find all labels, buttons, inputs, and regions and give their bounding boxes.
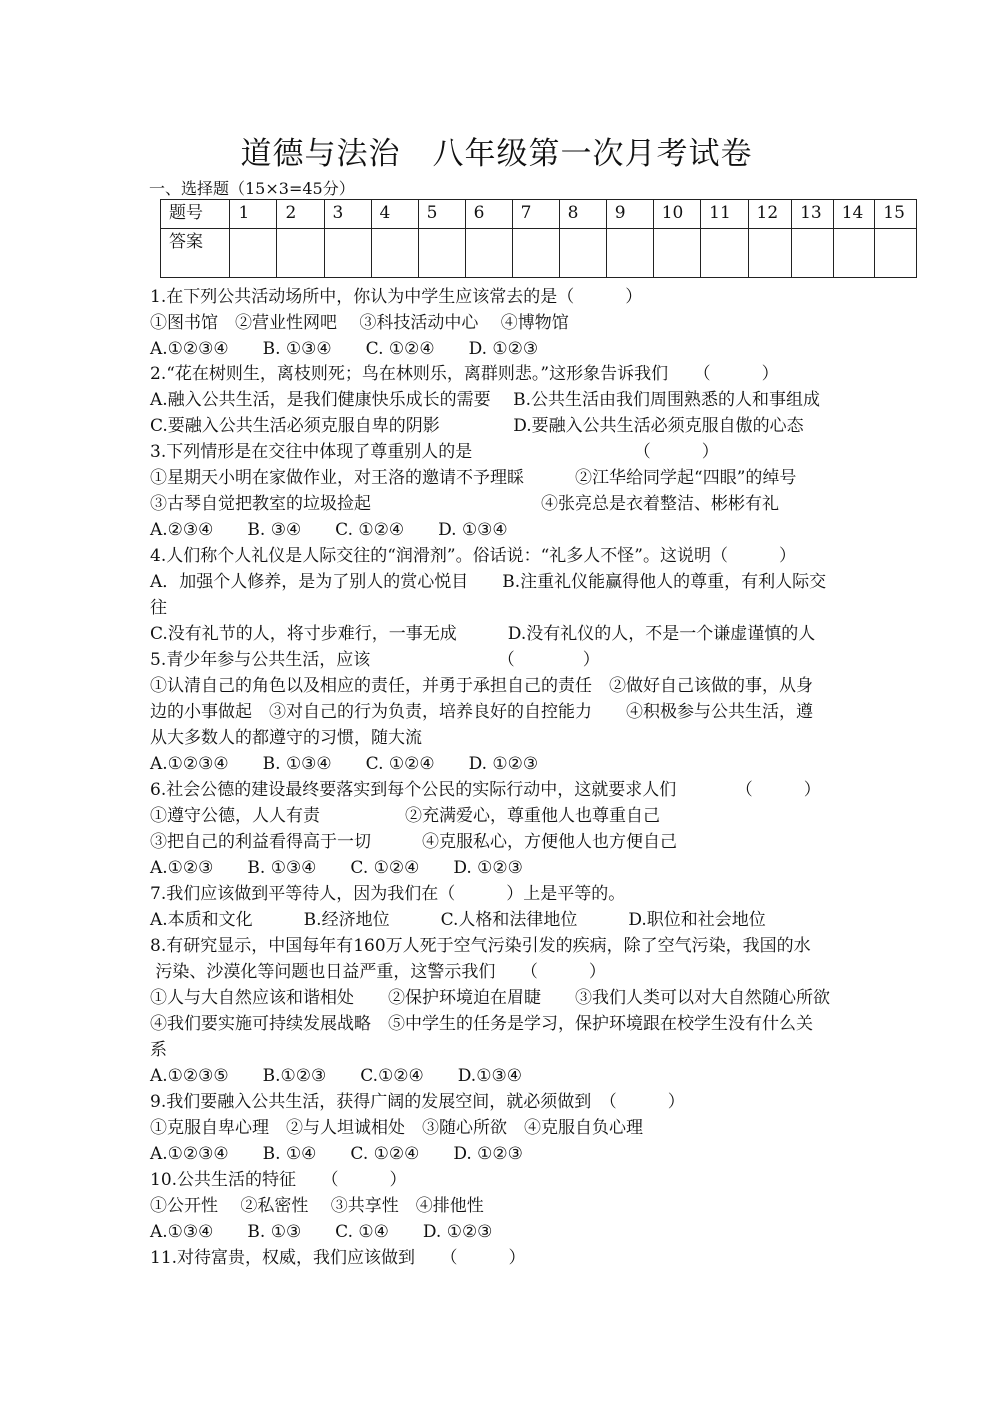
- choice-line-continued: 往: [150, 598, 167, 618]
- option-line: ①克服自卑心理 ②与人坦诚相处 ③随心所欲 ④克服自负心理: [150, 1118, 643, 1138]
- answer-cell[interactable]: [230, 229, 277, 278]
- question-number-cell: 1: [230, 200, 277, 229]
- option-line: ①人与大自然应该和谐相处 ②保护环境迫在眉睫 ③我们人类可以对大自然随心所欲: [150, 988, 830, 1008]
- table-row-numbers: [161, 200, 917, 229]
- answer-cell[interactable]: [465, 229, 512, 278]
- question-number-cell: 12: [748, 200, 792, 229]
- answer-cell[interactable]: [792, 229, 834, 278]
- question-number-cell: 5: [418, 200, 465, 229]
- option-line-continued: 系: [150, 1040, 167, 1060]
- option-line: ③把自己的利益看得高于一切 ④克服私心，方便他人也方便自己: [150, 832, 677, 852]
- answer-cell[interactable]: [701, 229, 748, 278]
- question-number-cell: 14: [833, 200, 875, 229]
- option-line: ①公开性 ②私密性 ③共享性 ④排他性: [150, 1196, 484, 1216]
- question-number-cell: 13: [792, 200, 834, 229]
- answer-cell[interactable]: [833, 229, 875, 278]
- choice-line: A.①②③④ B. ①④ C. ①②④ D. ①②③: [150, 1144, 523, 1164]
- choice-line: A．加强个人修养，是为了别人的赏心悦目 B.注重礼仪能赢得他人的尊重，有利人际交: [150, 572, 827, 592]
- row-label-number: 题号: [161, 200, 230, 229]
- answer-cell[interactable]: [324, 229, 371, 278]
- question-number-cell: 4: [371, 200, 418, 229]
- question-line: 6.社会公德的建设最终要落实到每个公民的实际行动中，这就要求人们 （ ）: [150, 780, 821, 800]
- choice-line: C.要融入公共生活必须克服自卑的阴影 D.要融入公共生活必须克服自傲的心态: [150, 416, 804, 436]
- answer-cell[interactable]: [748, 229, 792, 278]
- table-row-answers: [161, 229, 917, 278]
- answer-cell[interactable]: [606, 229, 653, 278]
- question-number-cell: 11: [701, 200, 748, 229]
- option-line: ①图书馆 ②营业性网吧 ③科技活动中心 ④博物馆: [150, 313, 569, 333]
- row-label-answer: 答案: [161, 229, 230, 278]
- question-line: 8.有研究显示，中国每年有160万人死于空气污染引发的疾病，除了空气污染，我国的水: [150, 936, 811, 956]
- answer-table: [160, 199, 917, 278]
- answer-cell[interactable]: [559, 229, 606, 278]
- question-number-cell: 3: [324, 200, 371, 229]
- option-line: 边的小事做起 ③对自己的行为负责，培养良好的自控能力 ④积极参与公共生活，遵: [150, 702, 813, 722]
- question-line: 2.“花在树则生，离枝则死；鸟在林则乐，离群则悲。”这形象告诉我们 （ ）: [150, 364, 779, 384]
- answer-cell[interactable]: [653, 229, 700, 278]
- answer-cell[interactable]: [371, 229, 418, 278]
- choice-line: A.①②③④ B. ①③④ C. ①②④ D. ①②③: [150, 339, 539, 359]
- option-line: ①遵守公德，人人有责 ②充满爱心，尊重他人也尊重自己: [150, 806, 660, 826]
- choice-line: C.没有礼节的人，将寸步难行，一事无成 D.没有礼仪的人，不是一个谦虚谨慎的人: [150, 624, 816, 644]
- question-line: 1.在下列公共活动场所中，你认为中学生应该常去的是（ ）: [150, 287, 643, 307]
- question-line: 4.人们称个人礼仪是人际交往的“润滑剂”。俗话说：“礼多人不怪”。这说明（ ）: [150, 546, 796, 566]
- section-heading: 一、选择题（15×3=45分）: [149, 179, 355, 198]
- question-line: 9.我们要融入公共生活，获得广阔的发展空间，就必须做到 （ ）: [150, 1092, 685, 1112]
- option-line: ①认清自己的角色以及相应的责任，并勇于承担自己的责任 ②做好自己该做的事，从身: [150, 676, 813, 696]
- choice-line: A.①③④ B. ①③ C. ①④ D. ①②③: [150, 1222, 493, 1242]
- question-number-cell: 6: [465, 200, 512, 229]
- question-number-cell: 10: [653, 200, 700, 229]
- choice-line: A.融入公共生活，是我们健康快乐成长的需要 B.公共生活由我们周围熟悉的人和事组成: [150, 390, 820, 410]
- choice-line: A.①②③ B. ①③④ C. ①②④ D. ①②③: [150, 858, 523, 878]
- choice-line: A.②③④ B. ③④ C. ①②④ D. ①③④: [150, 520, 508, 540]
- question-number-cell: 7: [512, 200, 559, 229]
- option-line: ③古琴自觉把教室的垃圾捡起 ④张亮总是衣着整洁、彬彬有礼: [150, 494, 779, 514]
- question-number-cell: 9: [606, 200, 653, 229]
- question-line-continued: 污染、沙漠化等问题也日益严重，这警示我们 （ ）: [150, 962, 606, 982]
- question-line: 3.下列情形是在交往中体现了尊重别人的是 （ ）: [150, 442, 719, 462]
- question-number-cell: 15: [875, 200, 917, 229]
- answer-cell[interactable]: [875, 229, 917, 278]
- answer-cell[interactable]: [418, 229, 465, 278]
- choice-line: A.本质和文化 B.经济地位 C.人格和法律地位 D.职位和社会地位: [150, 910, 766, 930]
- answer-cell[interactable]: [512, 229, 559, 278]
- answer-cell[interactable]: [277, 229, 324, 278]
- option-line: ④我们要实施可持续发展战略 ⑤中学生的任务是学习，保护环境跟在校学生没有什么关: [150, 1014, 813, 1034]
- question-number-cell: 2: [277, 200, 324, 229]
- option-line: 从大多数人的都遵守的习惯，随大流: [150, 728, 422, 748]
- choice-line: A.①②③⑤ B.①②③ C.①②④ D.①③④: [150, 1066, 522, 1086]
- question-line: 7.我们应该做到平等待人，因为我们在（ ）上是平等的。: [150, 884, 626, 904]
- page-title: 道德与法治 八年级第一次月考试卷: [240, 136, 753, 172]
- question-number-cell: 8: [559, 200, 606, 229]
- question-line: 11.对待富贵，权威，我们应该做到 （ ）: [150, 1248, 526, 1268]
- choice-line: A.①②③④ B. ①③④ C. ①②④ D. ①②③: [150, 754, 539, 774]
- question-line: 10.公共生活的特征 （ ）: [150, 1170, 407, 1190]
- option-line: ①星期天小明在家做作业，对王洛的邀请不予理睬 ②江华给同学起“四眼”的绰号: [150, 468, 797, 488]
- question-line: 5.青少年参与公共生活，应该 （ ）: [150, 650, 600, 670]
